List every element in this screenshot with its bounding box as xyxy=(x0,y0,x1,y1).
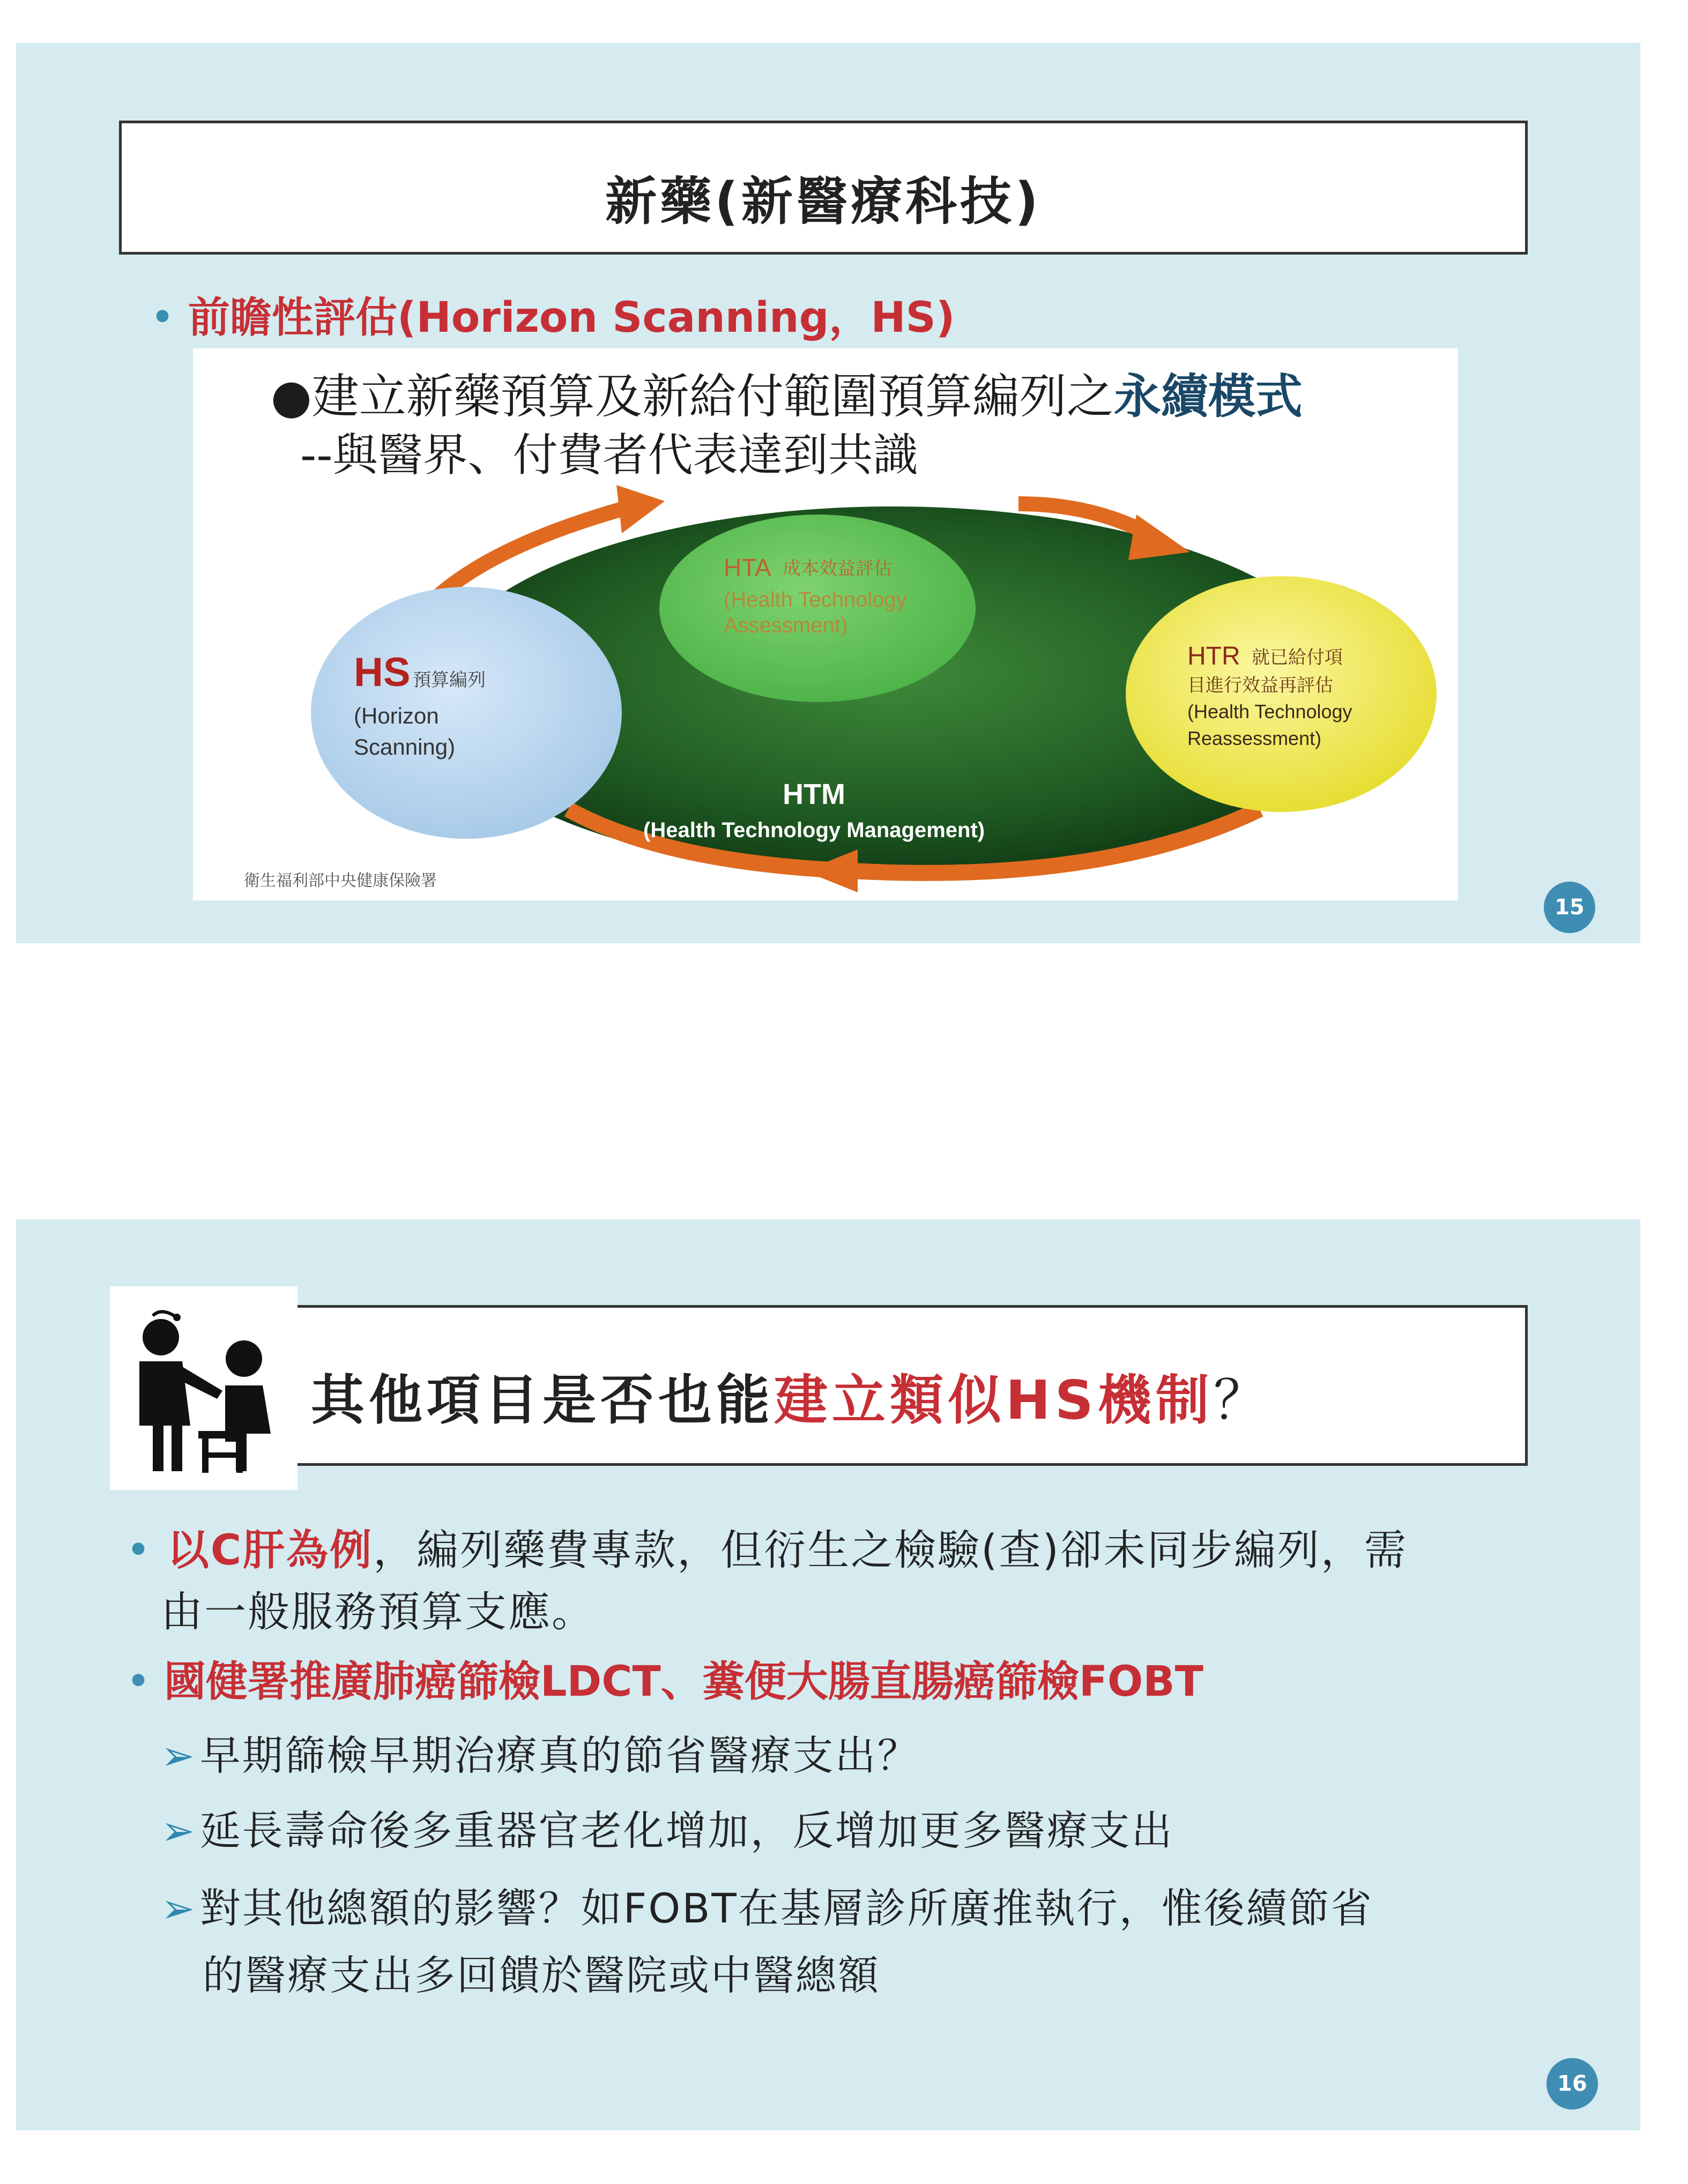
slide2-bullet2 xyxy=(126,1648,1203,1708)
panel-line1-bold: 永續模式 xyxy=(1113,369,1303,424)
bullet-dot: • xyxy=(126,1658,151,1706)
htr-cn1: 就已給付項 xyxy=(1252,647,1343,668)
htr-en2: Reassessment) xyxy=(1187,727,1322,749)
hs-abbr: HS xyxy=(354,650,411,695)
slide-16 xyxy=(16,1219,1640,2130)
source-note: 衛生福利部中央健康保險署 xyxy=(244,871,437,890)
hs-panel xyxy=(193,348,1458,900)
sub-item-2 xyxy=(161,1798,1174,1857)
slide1-bullet-text: 前瞻性評估(Horizon Scanning，HS) xyxy=(188,294,955,342)
htr-cn2: 目進行效益再評估 xyxy=(1187,675,1333,696)
arrow-bullet-icon: ➢ xyxy=(161,1732,197,1779)
arrow-bullet-icon: ➢ xyxy=(161,1884,197,1932)
sub-item-1 xyxy=(161,1723,920,1782)
htm-abbr: HTM xyxy=(783,778,845,810)
sub-item-1-text: 早期篩檢早期治療真的節省醫療支出？ xyxy=(199,1732,920,1779)
bullet1-text: ，編列藥費專款，但衍生之檢驗(查)卻未同步編列，需 xyxy=(373,1526,1408,1575)
slide-15 xyxy=(16,43,1640,943)
arrow-bullet-icon: ➢ xyxy=(161,1807,197,1854)
slide2-bullet1 xyxy=(126,1517,1408,1577)
sub-item-3-text: 對其他總額的影響？如FOBT在基層診所廣推執行，惟後續節省 xyxy=(199,1884,1373,1932)
slide2-title-normal: 其他項目是否也能 xyxy=(311,1369,774,1432)
bullet1-highlight: 以C肝為例 xyxy=(167,1526,374,1575)
sub-item-3-line2: 的醫療支出多回饋於醫院或中醫總額 xyxy=(203,1951,880,1999)
htm-diagram xyxy=(193,348,1458,900)
page-number-15: 15 xyxy=(1544,882,1595,933)
slide2-title-end: ？ xyxy=(1213,1369,1271,1432)
arrow-hs-to-hta-head xyxy=(616,485,665,533)
hta-abbr: HTA xyxy=(724,554,771,582)
slide2-title-box xyxy=(118,1305,1528,1466)
arrow-hta-to-htr-head xyxy=(1128,515,1190,560)
slide1-title: 新藥(新醫療科技) xyxy=(605,172,1042,232)
sub-item-2-text: 延長壽命後多重器官老化增加，反增加更多醫療支出 xyxy=(199,1807,1174,1854)
hs-en2: Scanning) xyxy=(354,734,456,759)
hta-en1: (Health Technology xyxy=(724,588,907,612)
bullet-dot: • xyxy=(150,294,175,342)
htr-en1: (Health Technology xyxy=(1187,700,1352,722)
panel-line1-text: 建立新藥預算及新給付範圍預算編列之 xyxy=(311,369,1114,424)
bullet1-line2: 由一般服務預算支應。 xyxy=(161,1588,596,1636)
hs-en1: (Horizon xyxy=(354,703,439,728)
hs-cn: 預算編列 xyxy=(413,669,486,691)
doctor-patient-icon xyxy=(110,1286,298,1490)
panel-bullet-dot: ● xyxy=(271,369,312,424)
slide1-bullet xyxy=(150,284,955,344)
panel-line2: --與醫界、付費者代表達到共識 xyxy=(300,429,918,481)
bullet2-text: 國健署推廣肺癌篩檢LDCT、糞便大腸直腸癌篩檢FOBT xyxy=(163,1658,1203,1706)
bullet-dot: • xyxy=(126,1526,153,1575)
slide2-title xyxy=(311,1357,1271,1434)
slide1-title-box xyxy=(119,121,1528,255)
hta-cn: 成本效益評估 xyxy=(783,558,892,579)
sub-item-3 xyxy=(161,1876,1373,1934)
htm-en: (Health Technology Management) xyxy=(643,818,985,842)
page-number-16: 16 xyxy=(1546,2058,1598,2110)
htr-abbr: HTR xyxy=(1187,642,1240,670)
slide2-title-red: 建立類似HS機制 xyxy=(774,1369,1214,1432)
hta-en2: Assessment) xyxy=(724,614,848,637)
